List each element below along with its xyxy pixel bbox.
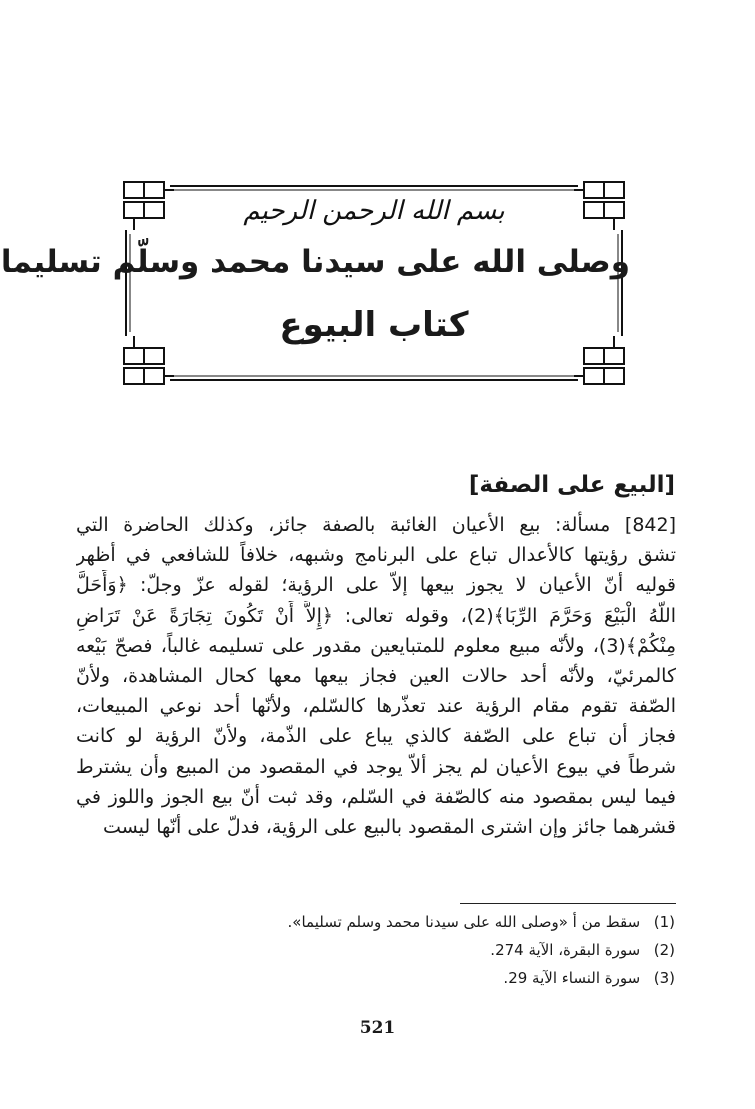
header-text-block <box>0 178 630 388</box>
paragraph-line: فجاز أن تباع على الصّفة كالذي يباع على الذّمة، ولأنّ الرؤية لو كانت <box>76 725 676 748</box>
body-paragraph <box>76 510 676 842</box>
footnote-divider <box>460 903 676 904</box>
footnote-item <box>255 908 675 936</box>
paragraph-line: شرطاً في بيوع الأعيان لم يجز ألاّ يوجد في المقصود من المبيع وأن يشترط <box>76 755 676 778</box>
paragraph-line: الصّفة تقوم مقام الرؤية عند تعذّرها كالسّلم، ولأنّها أحد نوعي المبيعات، <box>76 695 676 718</box>
footnote-number: (3) <box>653 969 675 987</box>
footnote-item <box>255 964 675 992</box>
paragraph-line: كالمرئيّ، ولأنّه أحد حالات العين فجاز بيعها معها كحال المشاهدة، ولأنّ <box>76 665 676 688</box>
footnotes <box>255 908 675 992</box>
paragraph-line: مِنْكُمْ﴾(3)، ولأنّه مبيع معلوم للمتبايعين مقدور على تسليمه غالباً، فصحّ بَيْعه <box>76 634 676 657</box>
footnote-text: سورة البقرة، الآية 274. <box>490 941 641 959</box>
paragraph-line: فيما ليس بمقصود منه كالصّفة في السّلم، وقد ثبت أنّ بيع الجوز واللوز في <box>76 785 676 808</box>
page-number: 521 <box>359 1018 396 1038</box>
book-title: كتاب البيوع <box>279 305 469 345</box>
salutation <box>0 244 630 280</box>
paragraph-line: قشرهما جائز وإن اشترى المقصود بالبيع على الرؤية، فدلّ على أنّها ليست <box>103 816 676 839</box>
paragraph-line: قوليه أنّ الأعيان لا يجوز بيعها إلاّ على الرؤية؛ لقوله عزّ وجلّ: ﴿وَأَحَلَّ <box>76 574 676 597</box>
footnote-number: (2) <box>653 941 675 959</box>
paragraph-line: اللَّهُ الْبَيْعَ وَحَرَّمَ الرِّبَا﴾(2)، وقوله تعالى: ﴿إِلاَّ أَنْ تَكُونَ تِجَارَةً عَنْ تَرَاضٍ <box>76 604 676 627</box>
section-heading: [البيع على الصفة] <box>468 472 675 498</box>
footnote-item <box>255 936 675 964</box>
footnote-text: سقط من أ «وصلى الله على سيدنا محمد وسلم تسليما». <box>287 913 641 931</box>
paragraph-line: [842] مسألة: بيع الأعيان الغائبة بالصفة جائز، وكذلك الحاضرة التي <box>76 514 676 536</box>
paragraph-line: تشق رؤيتها كالأعدال تباع على البرنامج وشبهه، خلافاً للشافعي في أظهر <box>76 544 676 567</box>
footnote-text: سورة النساء الآية 29. <box>503 969 641 987</box>
basmala: بسم الله الرحمن الرحيم <box>243 196 505 226</box>
salutation-text: وصلى الله على سيدنا محمد وسلّم تسليما <box>0 244 630 280</box>
footnote-number: (1) <box>653 913 675 931</box>
